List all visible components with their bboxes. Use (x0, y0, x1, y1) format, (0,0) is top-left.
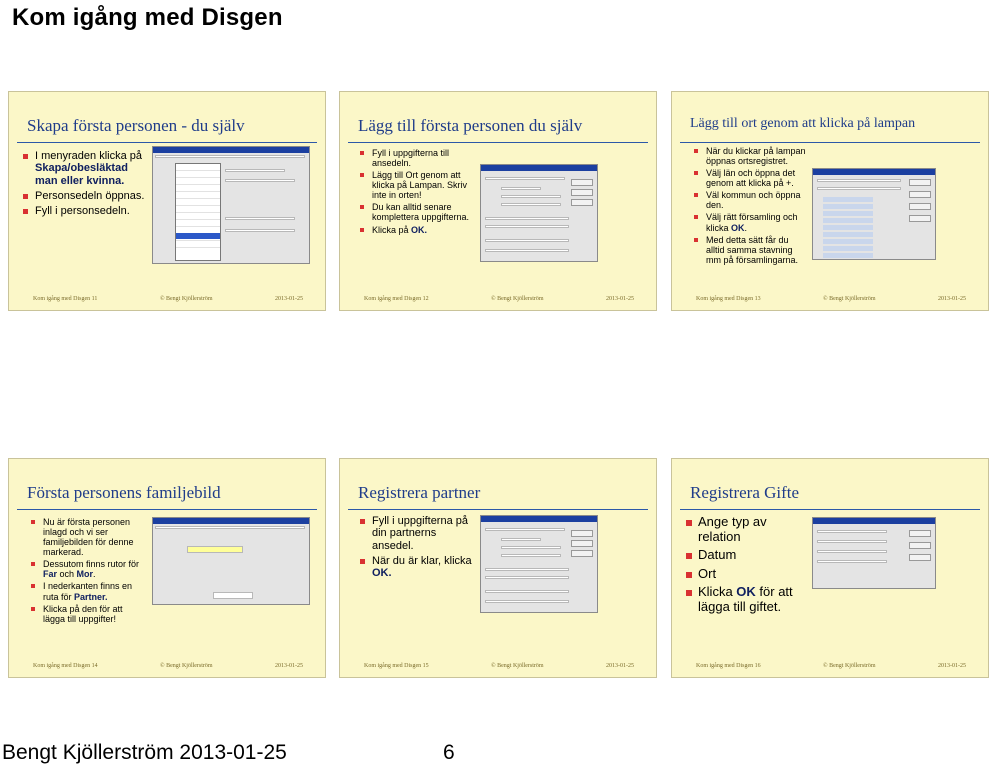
screenshot-familjebild (152, 517, 310, 605)
bullet-list (694, 146, 806, 267)
bullet-list (360, 148, 472, 237)
slide-footer: Kom igång med Disgen 16 © Bengt Kjöllerström 2013-01-25 (696, 663, 966, 669)
slide-15 (339, 458, 657, 678)
slide-footer: Kom igång med Disgen 13 © Bengt Kjöllerström 2013-01-25 (696, 296, 966, 302)
slide-12 (339, 91, 657, 311)
bullet-item: Klicka på den för att lägga till uppgifter! (31, 604, 147, 624)
screenshot-skapa-menu (152, 146, 310, 264)
page-title: Kom igång med Disgen (12, 4, 283, 31)
bullet-item: Nu är första personen inlagd och vi ser familjebilden för denne markerad. (31, 517, 147, 557)
screenshot-personsedel (480, 164, 598, 262)
slide-footer: Kom igång med Disgen 11 © Bengt Kjöllerström 2013-01-25 (33, 296, 303, 302)
page-number: 6 (443, 741, 455, 764)
title-rule (348, 142, 648, 143)
bullet-item: Fyll i uppgifterna till ansedeln. (360, 148, 472, 168)
bullet-item: Dessutom finns rutor för Far och Mor. (31, 559, 147, 579)
bullet-item: Klicka OK för att lägga till giftet. (686, 585, 810, 614)
bullet-item: Med detta sätt får du alltid samma stavning mm på församlingarna. (694, 235, 806, 265)
author-date: Bengt Kjöllerström 2013-01-25 (2, 741, 287, 764)
title-rule (17, 509, 317, 510)
slide-14 (8, 458, 326, 678)
title-rule (17, 142, 317, 143)
bullet-item: I nederkanten finns en ruta för Partner. (31, 581, 147, 601)
bullet-item: Klicka på OK. (360, 225, 472, 235)
title-rule (348, 509, 648, 510)
bullet-item: Väl kommun och öppna den. (694, 190, 806, 210)
slide-title: Lägg till första personen du själv (358, 116, 583, 135)
slide-footer: Kom igång med Disgen 14 © Bengt Kjöllerström 2013-01-25 (33, 663, 303, 669)
bullet-item: Du kan alltid senare komplettera uppgifterna. (360, 202, 472, 222)
bullet-item: Ort (686, 567, 810, 582)
slide-13 (671, 91, 989, 311)
bullet-item: När du är klar, klicka OK. (360, 555, 478, 580)
bullet-item: Välj rätt församling och klicka OK. (694, 212, 806, 232)
bullet-list (23, 150, 151, 221)
bullet-list (360, 515, 478, 583)
bullet-item: Välj län och öppna det genom att klicka på +. (694, 168, 806, 188)
title-rule (680, 509, 980, 510)
title-rule (680, 142, 980, 143)
bullet-item: När du klickar på lampan öppnas ortsregistret. (694, 146, 806, 166)
bullet-list (686, 515, 810, 618)
bullet-item: Fyll i personsedeln. (23, 205, 151, 217)
bullet-item: Ange typ av relation (686, 515, 810, 544)
slide-title: Skapa första personen - du själv (27, 116, 245, 135)
slide-11 (8, 91, 326, 311)
screenshot-partner-ansedel (480, 515, 598, 613)
bullet-list (31, 517, 147, 626)
slide-title: Lägg till ort genom att klicka på lampan (690, 116, 916, 131)
bullet-item: Lägg till Ort genom att klicka på Lampan. Skriv inte in orten! (360, 170, 472, 200)
bullet-item: Personsedeln öppnas. (23, 190, 151, 202)
bullet-item: Fyll i uppgifterna på din partnerns ansedel. (360, 515, 478, 552)
bullet-item: Datum (686, 548, 810, 563)
slide-title: Registrera Gifte (690, 483, 800, 502)
slide-footer: Kom igång med Disgen 12 © Bengt Kjöllerström 2013-01-25 (364, 296, 634, 302)
slide-footer: Kom igång med Disgen 15 © Bengt Kjöllerström 2013-01-25 (364, 663, 634, 669)
screenshot-ortsregister (812, 168, 936, 260)
slide-title: Första personens familjebild (27, 483, 221, 502)
slide-16 (671, 458, 989, 678)
slide-title: Registrera partner (358, 483, 481, 502)
screenshot-gifte (812, 517, 936, 589)
bullet-item: I menyraden klicka på Skapa/obesläktad man eller kvinna. (23, 150, 151, 187)
